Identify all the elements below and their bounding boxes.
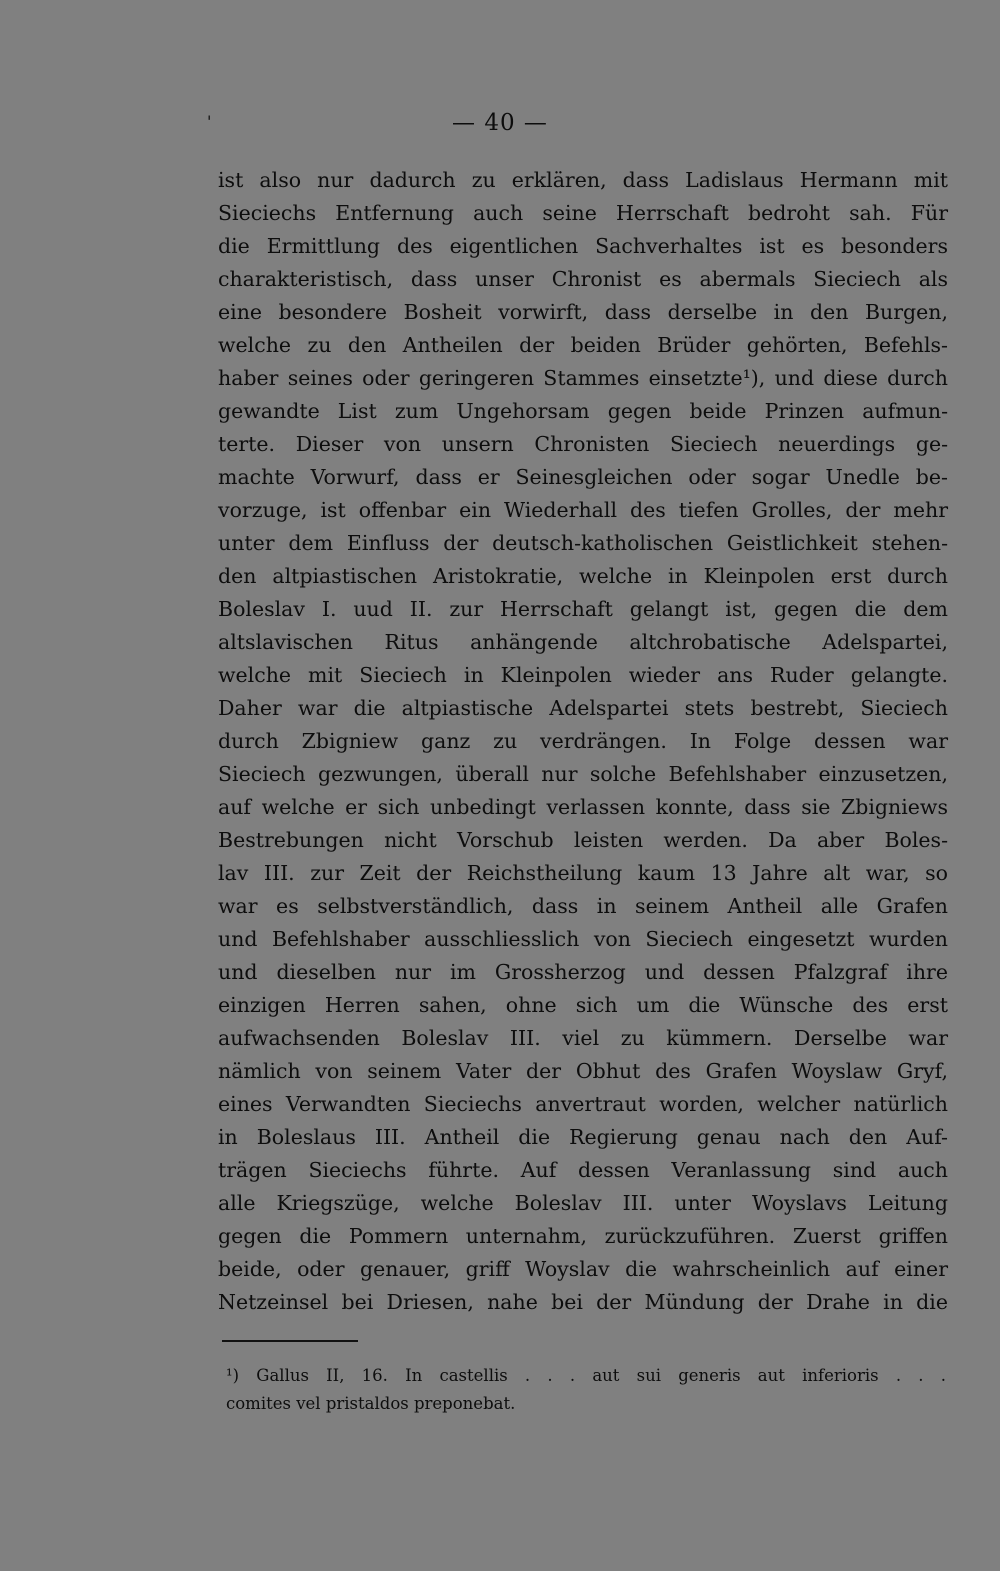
text-line: Daher war die altpiastische Adelspartei stets bestrebt, Sieciech bbox=[218, 696, 948, 720]
text-line: nämlich von seinem Vater der Obhut des Grafen Woyslaw Gryf, bbox=[218, 1059, 948, 1083]
text-line: die Ermittlung des eigentlichen Sachverhaltes ist es besonders bbox=[218, 234, 948, 258]
text-line: Bestrebungen nicht Vorschub leisten werden. Da aber Boles- bbox=[218, 828, 948, 852]
text-line: ist also nur dadurch zu erklären, dass Ladislaus Hermann mit bbox=[218, 168, 948, 192]
page-number: — 40 — bbox=[452, 110, 548, 136]
stray-mark: ' bbox=[207, 112, 212, 131]
text-line: beide, oder genauer, griff Woyslav die wahrscheinlich auf einer bbox=[218, 1257, 948, 1281]
text-line: eine besondere Bosheit vorwirft, dass derselbe in den Burgen, bbox=[218, 300, 948, 324]
text-line: Sieciechs Entfernung auch seine Herrschaft bedroht sah. Für bbox=[218, 201, 948, 225]
text-line: einzigen Herren sahen, ohne sich um die Wünsche des erst bbox=[218, 993, 948, 1017]
text-line: terte. Dieser von unsern Chronisten Sieciech neuerdings ge- bbox=[218, 432, 948, 456]
text-line: machte Vorwurf, dass er Seinesgleichen oder sogar Unedle be- bbox=[218, 465, 948, 489]
text-line: Netzeinsel bei Driesen, nahe bei der Mündung der Drahe in die bbox=[218, 1290, 948, 1314]
text-line: gegen die Pommern unternahm, zurückzuführen. Zuerst griffen bbox=[218, 1224, 948, 1248]
text-line: aufwachsenden Boleslav III. viel zu kümmern. Derselbe war bbox=[218, 1026, 948, 1050]
text-line: Boleslav I. uud II. zur Herrschaft gelangt ist, gegen die dem bbox=[218, 597, 948, 621]
text-line: charakteristisch, dass unser Chronist es abermals Sieciech als bbox=[218, 267, 948, 291]
text-line: in Boleslaus III. Antheil die Regierung genau nach den Auf- bbox=[218, 1125, 948, 1149]
text-line: eines Verwandten Sieciechs anvertraut worden, welcher natürlich bbox=[218, 1092, 948, 1116]
footnote-line: comites vel pristaldos preponebat. bbox=[226, 1394, 516, 1413]
body-text bbox=[218, 164, 948, 1319]
text-line: unter dem Einfluss der deutsch-katholischen Geistlichkeit stehen- bbox=[218, 531, 948, 555]
text-line: vorzuge, ist offenbar ein Wiederhall des tiefen Grolles, der mehr bbox=[218, 498, 948, 522]
text-line: trägen Sieciechs führte. Auf dessen Veranlassung sind auch bbox=[218, 1158, 948, 1182]
text-line: durch Zbigniew ganz zu verdrängen. In Folge dessen war bbox=[218, 729, 948, 753]
footnotes bbox=[226, 1362, 946, 1418]
text-line: alle Kriegszüge, welche Boleslav III. unter Woyslavs Leitung bbox=[218, 1191, 948, 1215]
text-line: Sieciech gezwungen, überall nur solche Befehlshaber einzusetzen, bbox=[218, 762, 948, 786]
text-line: lav III. zur Zeit der Reichstheilung kaum 13 Jahre alt war, so bbox=[218, 861, 948, 885]
text-line: welche zu den Antheilen der beiden Brüder gehörten, Befehls- bbox=[218, 333, 948, 357]
text-line: haber seines oder geringeren Stammes einsetzte¹), und diese durch bbox=[218, 366, 948, 390]
footnote-divider bbox=[222, 1340, 358, 1342]
text-line: gewandte List zum Ungehorsam gegen beide Prinzen aufmun- bbox=[218, 399, 948, 423]
text-line: welche mit Sieciech in Kleinpolen wieder ans Ruder gelangte. bbox=[218, 663, 948, 687]
text-line: und dieselben nur im Grossherzog und dessen Pfalzgraf ihre bbox=[218, 960, 948, 984]
text-line: war es selbstverständlich, dass in seinem Antheil alle Grafen bbox=[218, 894, 948, 918]
text-line: den altpiastischen Aristokratie, welche in Kleinpolen erst durch bbox=[218, 564, 948, 588]
text-line: und Befehlshaber ausschliesslich von Sieciech eingesetzt wurden bbox=[218, 927, 948, 951]
text-line: auf welche er sich unbedingt verlassen konnte, dass sie Zbigniews bbox=[218, 795, 948, 819]
text-line: altslavischen Ritus anhängende altchrobatische Adelspartei, bbox=[218, 630, 948, 654]
footnote-line: ¹) Gallus II, 16. In castellis . . . aut sui generis aut inferioris . . . bbox=[226, 1366, 946, 1385]
